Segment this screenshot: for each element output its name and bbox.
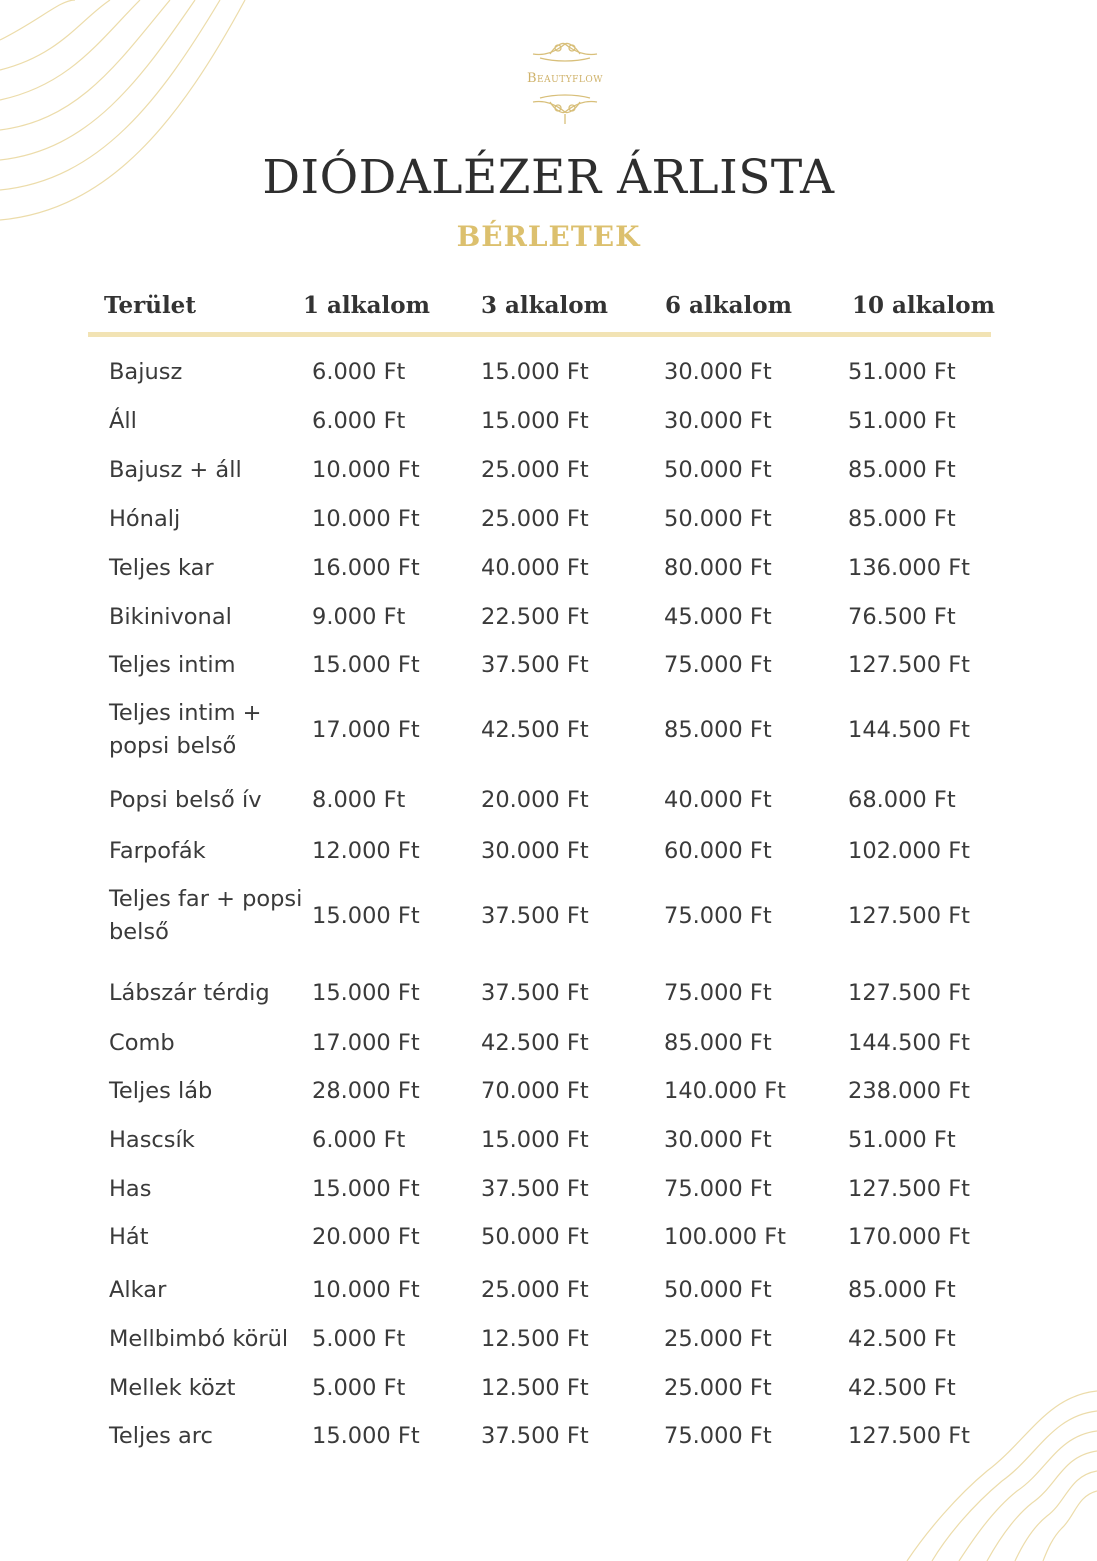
row-price-p1: 5.000 Ft bbox=[312, 1326, 406, 1352]
wave-decoration-bottom-right bbox=[887, 1381, 1097, 1561]
row-price-p1: 6.000 Ft bbox=[312, 359, 406, 385]
row-price-p3: 15.000 Ft bbox=[481, 1127, 589, 1153]
row-price-p3: 37.500 Ft bbox=[481, 1176, 589, 1202]
table-header bbox=[0, 292, 1097, 326]
row-price-p6: 25.000 Ft bbox=[664, 1375, 772, 1401]
row-area: Áll bbox=[109, 408, 137, 434]
row-area: Bikinivonal bbox=[109, 604, 232, 630]
row-price-p1: 8.000 Ft bbox=[312, 787, 406, 813]
row-price-p6: 75.000 Ft bbox=[664, 1423, 772, 1449]
row-price-p3: 25.000 Ft bbox=[481, 1277, 589, 1303]
logo-text: Beautyflow bbox=[526, 71, 603, 86]
row-price-p3: 37.500 Ft bbox=[481, 652, 589, 678]
row-price-p3: 25.000 Ft bbox=[481, 506, 589, 532]
row-price-p10: 85.000 Ft bbox=[848, 506, 956, 532]
row-area: Teljes far + popsi belső bbox=[109, 886, 303, 945]
row-price-p3: 42.500 Ft bbox=[481, 717, 589, 743]
row-price-p6: 140.000 Ft bbox=[664, 1078, 786, 1104]
row-price-p6: 75.000 Ft bbox=[664, 903, 772, 929]
row-price-p1: 6.000 Ft bbox=[312, 1127, 406, 1153]
row-price-p3: 37.500 Ft bbox=[481, 903, 589, 929]
row-area: Mellek közt bbox=[109, 1375, 236, 1401]
row-price-p3: 37.500 Ft bbox=[481, 980, 589, 1006]
header-6-sessions: 6 alkalom bbox=[665, 292, 792, 319]
row-price-p1: 15.000 Ft bbox=[312, 903, 420, 929]
row-price-p10: 42.500 Ft bbox=[848, 1375, 956, 1401]
row-price-p1: 6.000 Ft bbox=[312, 408, 406, 434]
row-price-p6: 80.000 Ft bbox=[664, 555, 772, 581]
row-price-p3: 15.000 Ft bbox=[481, 408, 589, 434]
row-price-p1: 10.000 Ft bbox=[312, 457, 420, 483]
row-price-p1: 5.000 Ft bbox=[312, 1375, 406, 1401]
row-price-p1: 15.000 Ft bbox=[312, 1176, 420, 1202]
header-area: Terület bbox=[104, 292, 196, 319]
row-area: Bajusz + áll bbox=[109, 457, 242, 483]
row-area: Lábszár térdig bbox=[109, 980, 270, 1006]
row-price-p6: 30.000 Ft bbox=[664, 408, 772, 434]
row-price-p6: 50.000 Ft bbox=[664, 506, 772, 532]
row-price-p6: 85.000 Ft bbox=[664, 1030, 772, 1056]
row-price-p3: 15.000 Ft bbox=[481, 359, 589, 385]
row-area: Has bbox=[109, 1176, 152, 1202]
row-area: Teljes arc bbox=[109, 1423, 213, 1449]
row-price-p6: 30.000 Ft bbox=[664, 359, 772, 385]
row-price-p3: 22.500 Ft bbox=[481, 604, 589, 630]
row-price-p10: 144.500 Ft bbox=[848, 1030, 970, 1056]
row-price-p6: 45.000 Ft bbox=[664, 604, 772, 630]
row-price-p10: 68.000 Ft bbox=[848, 787, 956, 813]
row-price-p6: 85.000 Ft bbox=[664, 717, 772, 743]
row-price-p3: 50.000 Ft bbox=[481, 1224, 589, 1250]
row-price-p6: 100.000 Ft bbox=[664, 1224, 786, 1250]
row-price-p1: 15.000 Ft bbox=[312, 652, 420, 678]
row-price-p3: 40.000 Ft bbox=[481, 555, 589, 581]
row-area: Teljes intim bbox=[109, 652, 236, 678]
row-price-p3: 20.000 Ft bbox=[481, 787, 589, 813]
row-price-p10: 51.000 Ft bbox=[848, 359, 956, 385]
row-price-p6: 60.000 Ft bbox=[664, 838, 772, 864]
row-price-p1: 15.000 Ft bbox=[312, 1423, 420, 1449]
row-price-p1: 10.000 Ft bbox=[312, 1277, 420, 1303]
row-price-p1: 16.000 Ft bbox=[312, 555, 420, 581]
header-10-sessions: 10 alkalom bbox=[852, 292, 995, 319]
row-price-p3: 37.500 Ft bbox=[481, 1423, 589, 1449]
row-price-p1: 17.000 Ft bbox=[312, 717, 420, 743]
row-price-p10: 127.500 Ft bbox=[848, 1423, 970, 1449]
row-price-p6: 30.000 Ft bbox=[664, 1127, 772, 1153]
row-price-p3: 30.000 Ft bbox=[481, 838, 589, 864]
row-price-p6: 50.000 Ft bbox=[664, 457, 772, 483]
row-price-p1: 20.000 Ft bbox=[312, 1224, 420, 1250]
row-price-p10: 51.000 Ft bbox=[848, 1127, 956, 1153]
row-price-p3: 25.000 Ft bbox=[481, 457, 589, 483]
row-price-p10: 127.500 Ft bbox=[848, 980, 970, 1006]
row-price-p1: 28.000 Ft bbox=[312, 1078, 420, 1104]
row-area: Mellbimbó körül bbox=[109, 1326, 289, 1352]
row-area: Hát bbox=[109, 1224, 149, 1250]
row-price-p1: 9.000 Ft bbox=[312, 604, 406, 630]
row-price-p6: 40.000 Ft bbox=[664, 787, 772, 813]
row-price-p6: 75.000 Ft bbox=[664, 980, 772, 1006]
row-area: Farpofák bbox=[109, 838, 206, 864]
header-1-session: 1 alkalom bbox=[303, 292, 430, 319]
row-price-p3: 12.500 Ft bbox=[481, 1326, 589, 1352]
row-price-p1: 17.000 Ft bbox=[312, 1030, 420, 1056]
header-divider bbox=[88, 332, 991, 337]
row-price-p10: 144.500 Ft bbox=[848, 717, 970, 743]
row-price-p1: 12.000 Ft bbox=[312, 838, 420, 864]
row-price-p10: 127.500 Ft bbox=[848, 652, 970, 678]
row-area: Teljes kar bbox=[109, 555, 214, 581]
row-price-p1: 15.000 Ft bbox=[312, 980, 420, 1006]
row-price-p10: 127.500 Ft bbox=[848, 903, 970, 929]
header-3-sessions: 3 alkalom bbox=[481, 292, 608, 319]
row-price-p10: 127.500 Ft bbox=[848, 1176, 970, 1202]
row-price-p1: 10.000 Ft bbox=[312, 506, 420, 532]
row-price-p10: 102.000 Ft bbox=[848, 838, 970, 864]
row-price-p10: 170.000 Ft bbox=[848, 1224, 970, 1250]
row-area: Teljes láb bbox=[109, 1078, 213, 1104]
row-area: Hascsík bbox=[109, 1127, 195, 1153]
row-price-p10: 76.500 Ft bbox=[848, 604, 956, 630]
row-area: Alkar bbox=[109, 1277, 167, 1303]
row-price-p10: 85.000 Ft bbox=[848, 457, 956, 483]
page-subtitle: BÉRLETEK bbox=[456, 220, 641, 253]
row-price-p3: 12.500 Ft bbox=[481, 1375, 589, 1401]
row-price-p6: 75.000 Ft bbox=[664, 652, 772, 678]
row-area: Teljes intim + popsi belső bbox=[109, 700, 262, 759]
row-price-p6: 75.000 Ft bbox=[664, 1176, 772, 1202]
page-title: DIÓDALÉZER ÁRLISTA bbox=[262, 150, 835, 205]
row-price-p10: 238.000 Ft bbox=[848, 1078, 970, 1104]
row-area: Comb bbox=[109, 1030, 175, 1056]
row-area: Hónalj bbox=[109, 506, 181, 532]
row-price-p3: 70.000 Ft bbox=[481, 1078, 589, 1104]
row-price-p10: 136.000 Ft bbox=[848, 555, 970, 581]
row-price-p10: 42.500 Ft bbox=[848, 1326, 956, 1352]
row-area: Bajusz bbox=[109, 359, 183, 385]
row-price-p10: 51.000 Ft bbox=[848, 408, 956, 434]
row-price-p6: 50.000 Ft bbox=[664, 1277, 772, 1303]
row-price-p3: 42.500 Ft bbox=[481, 1030, 589, 1056]
brand-logo bbox=[500, 34, 630, 130]
row-price-p10: 85.000 Ft bbox=[848, 1277, 956, 1303]
row-area: Popsi belső ív bbox=[109, 787, 262, 813]
row-price-p6: 25.000 Ft bbox=[664, 1326, 772, 1352]
